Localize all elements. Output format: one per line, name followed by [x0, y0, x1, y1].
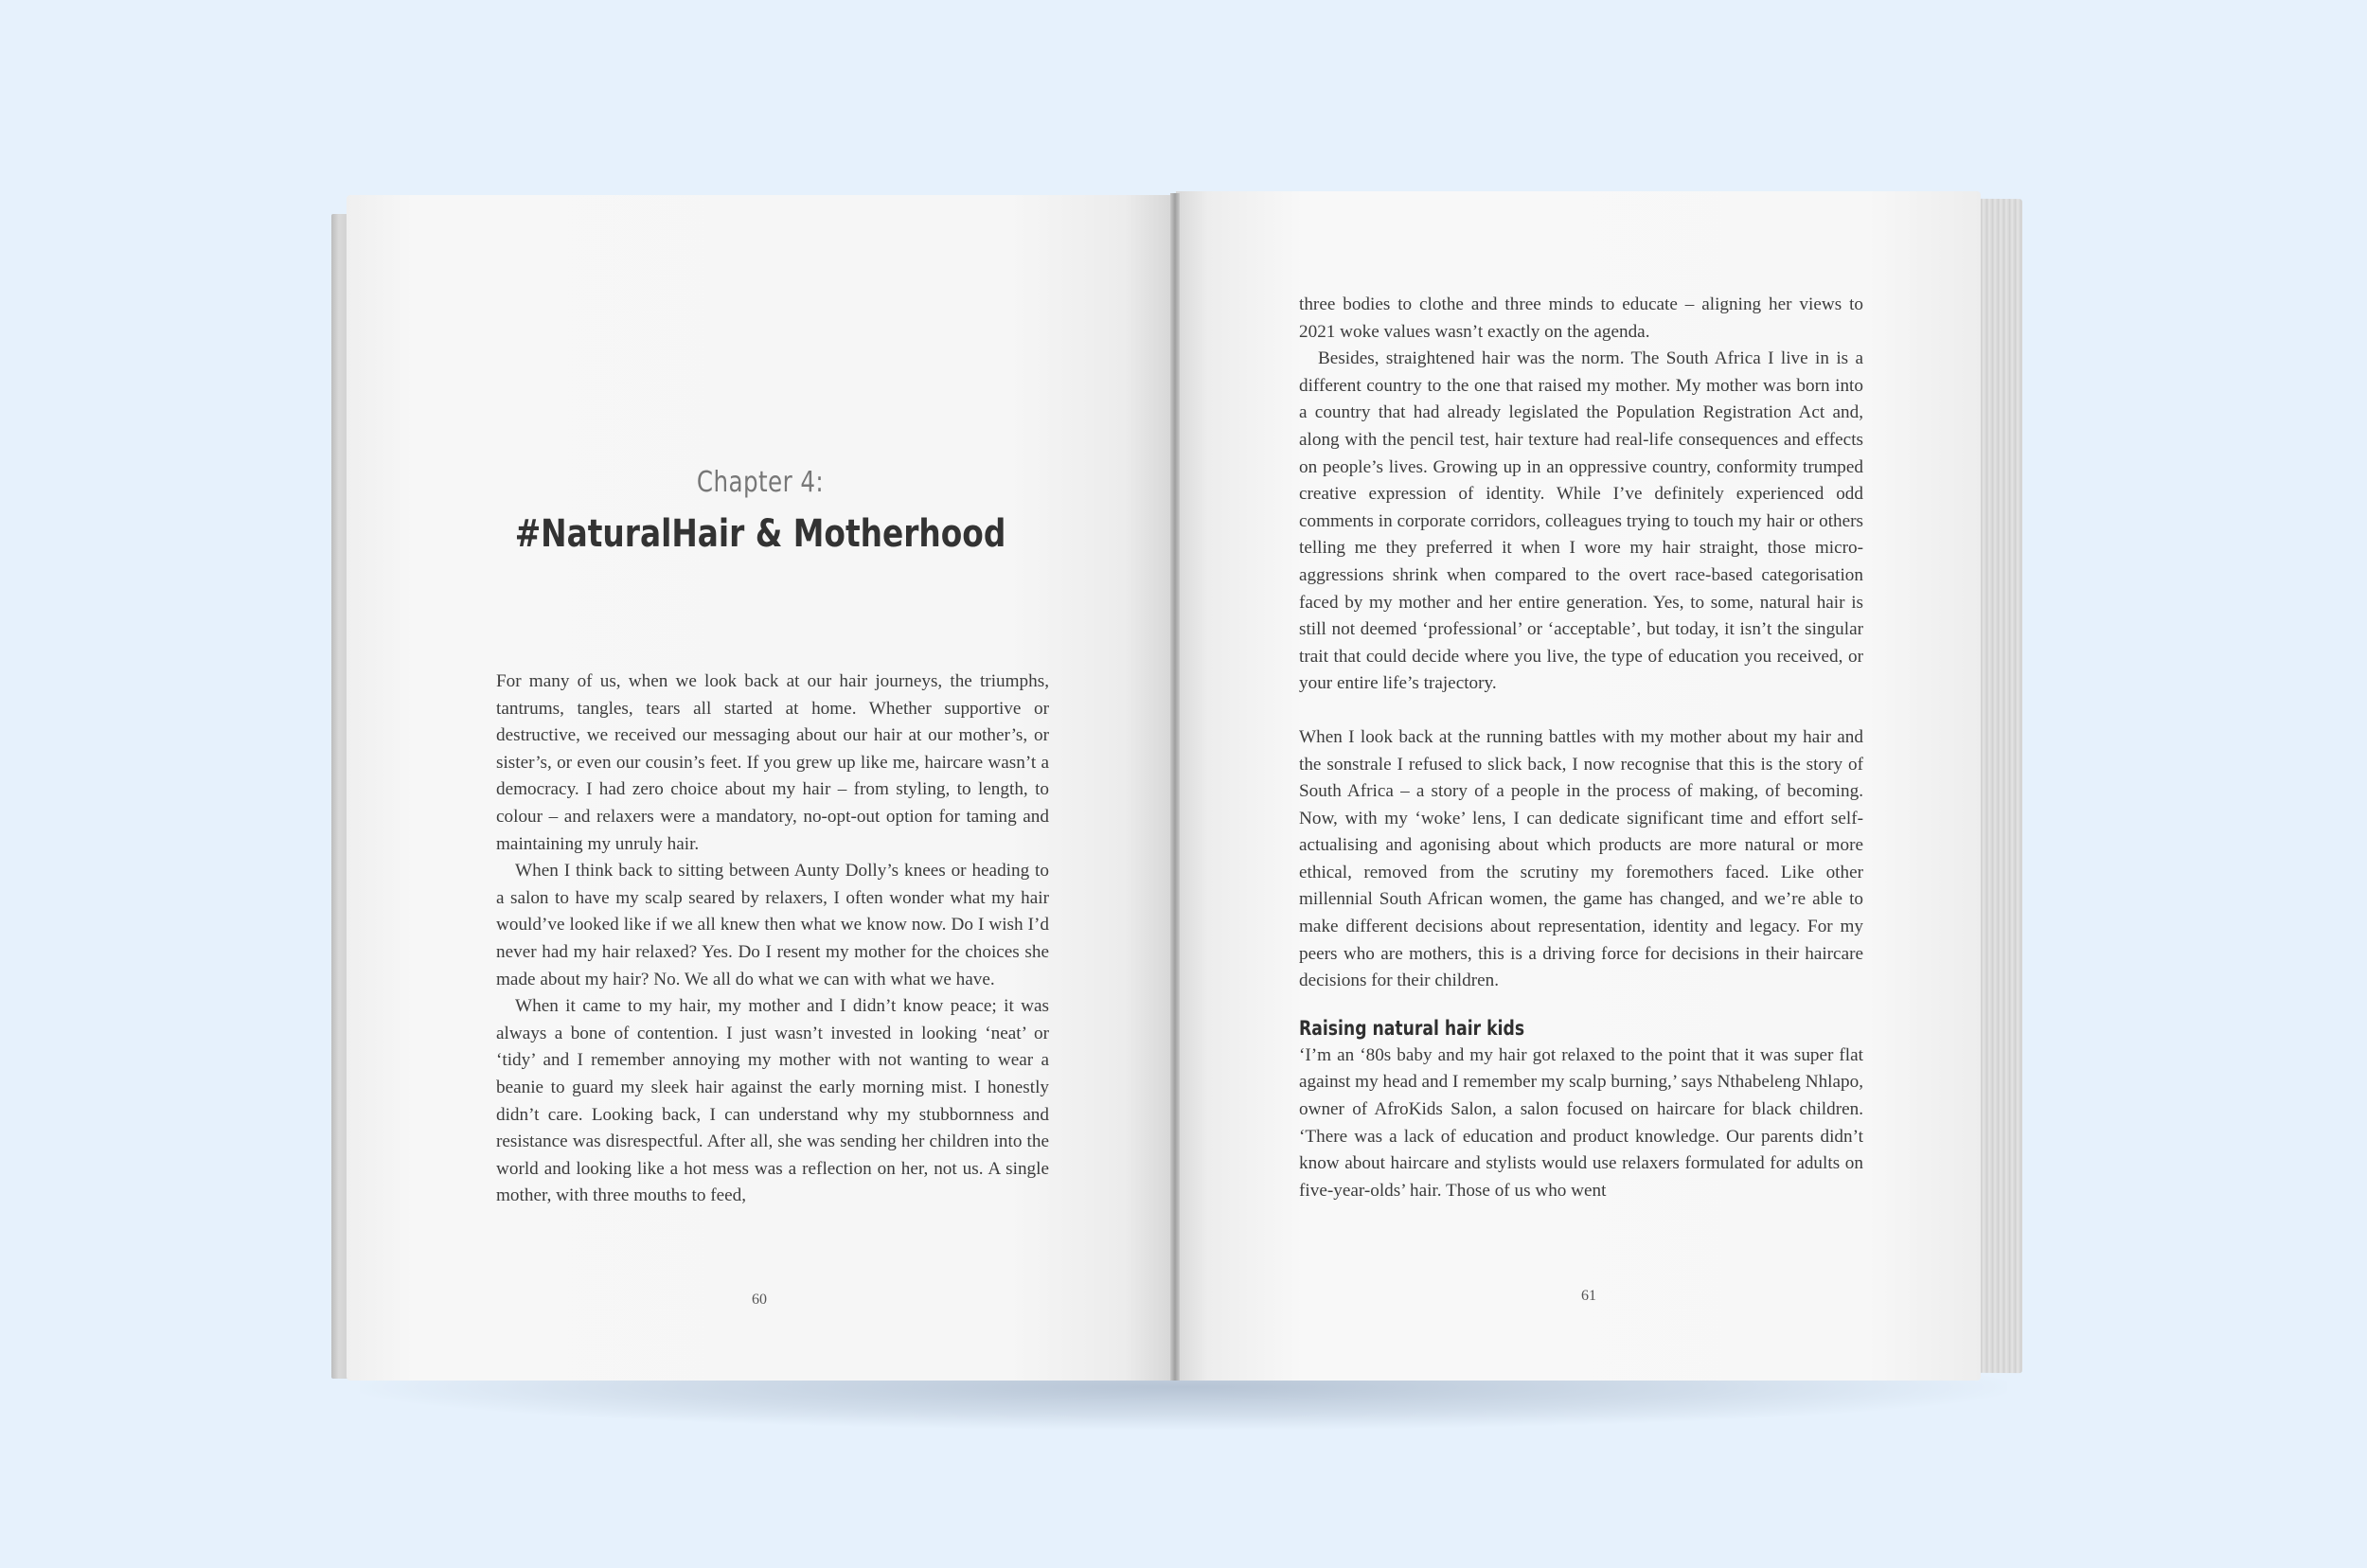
paragraph: When I look back at the running battles with my mother about my hair and the sonstrale I refused to slick back, I now recognise that this is the story of South Africa – a story of a people in the process of making, of becoming. Now, with my ‘woke’ lens, I can dedicate significant time and effort self-actualising and agonising about which products are more natural or more ethical, removed from the scrutiny my foremothers faced. Like other millennial South African women, the game has changed, and we’re able to make different decisions about representation, identity and legacy. For my peers who are mothers, this is a driving force for decisions in their haircare decisions for their children. [1299, 726, 1863, 991]
page-number-left: 60 [752, 1292, 767, 1308]
left-page [347, 195, 1174, 1381]
right-page [1176, 191, 1981, 1381]
chapter-heading [347, 466, 1174, 556]
book-spine [1170, 193, 1180, 1381]
chapter-title: #NaturalHair & Motherhood [514, 512, 1006, 556]
paragraph: three bodies to clothe and three minds to educate – aligning her views to 2021 woke values wasn’t exactly on the agenda. [1299, 294, 1863, 342]
paragraph: ‘I’m an ‘80s baby and my hair got relaxed to the point that it was super flat against my head and I remember my scalp burning,’ says Nthabeleng Nhlapo, owner of AfroKids Salon, a salon focused on haircare for black children. ‘There was a lack of education and product knowledge. Our parents didn’t know about haircare and stylists would use relaxers formulated for adults on five-year-olds’ hair. Those of us who went [1299, 1044, 1863, 1201]
chapter-label: Chapter 4: [696, 466, 825, 499]
paragraph: Besides, straightened hair was the norm. The South Africa I live in is a different country to the one that raised my mother. My mother was born into a country that had already legislated the Population Registration Act and, along with the pencil test, hair texture had real-life consequences and effects on people’s lives. Growing up in an oppressive country, conformity trumped creative expression of identity. While I’ve definitely experienced odd comments in corporate corridors, colleagues trying to touch my hair or others telling me they preferred it when I wore my hair straight, those micro-aggressions shrink when compared to the overt race-based categorisation faced by my mother and her entire generation. Yes, to some, natural hair is still not deemed ‘professional’ or ‘acceptable’, but today, it isn’t the singular trait that could decide where you live, the type of education you received, or your entire life’s trajectory. [1299, 348, 1863, 694]
paragraph: When it came to my hair, my mother and I didn’t know peace; it was always a bone of contention. I just wasn’t invested in looking ‘neat’ or ‘tidy’ and I remember annoying my mother with not wanting to wear a beanie to guard my sleek hair against the early morning mist. I honestly didn’t care. Looking back, I can understand why my stubbornness and resistance was disrespectful. After all, she was sending her children into the world and looking like a hot mess was a reflection on her, not us. A single mother, with three mouths to feed, [496, 996, 1049, 1206]
right-body-text [1299, 292, 1863, 1204]
section-subheading: Raising natural hair kids [1299, 1016, 1525, 1040]
page-number-right: 61 [1581, 1288, 1596, 1304]
paragraph: For many of us, when we look back at our hair journeys, the triumphs, tantrums, tangles, tears all started at home. Whether supportive or destructive, we received our messaging about our hair at our mother’s, or sister’s, or even our cousin’s feet. If you grew up like me, haircare wasn’t a democracy. I had zero choice about my hair – from styling, to length, to colour – and relaxers were a mandatory, no-opt-out option for taming and maintaining my unruly hair. [496, 671, 1049, 854]
left-body-text [496, 668, 1049, 1210]
paragraph: When I think back to sitting between Aunty Dolly’s knees or heading to a salon to have my scalp seared by relaxers, I often wonder what my hair would’ve looked like if we all knew then what we know now. Do I wish I’d never had my hair relaxed? Yes. Do I resent my mother for the choices she made about my hair? No. We all do what we can with what we have. [496, 861, 1049, 989]
